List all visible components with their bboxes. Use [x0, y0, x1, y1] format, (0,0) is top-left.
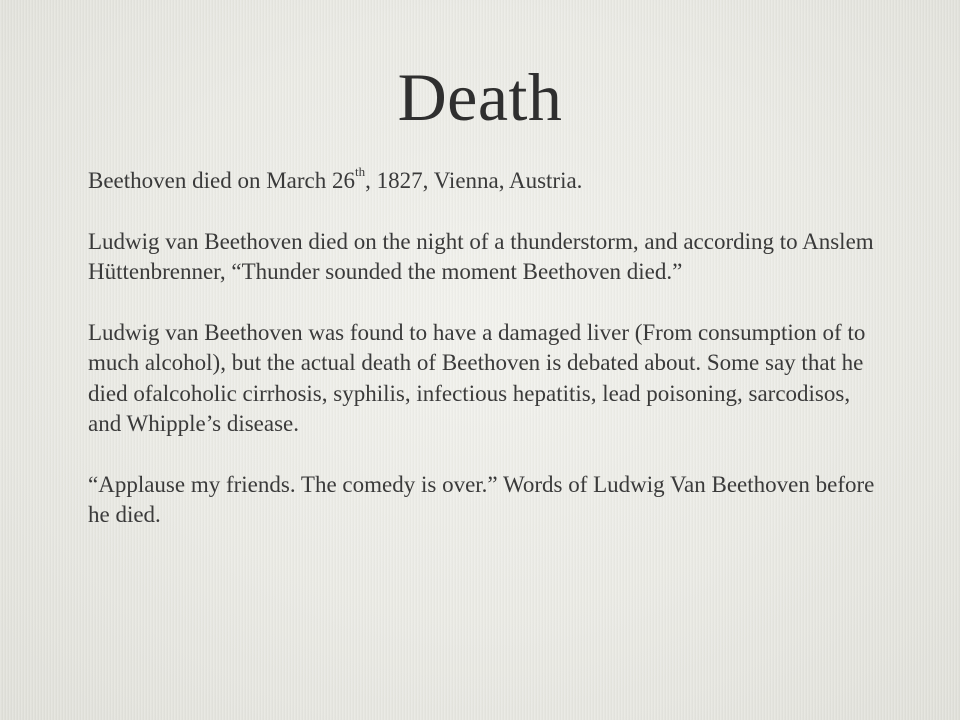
death-date-paragraph	[88, 166, 888, 197]
paragraph-spacer	[88, 197, 888, 227]
slide-title: Death	[397, 59, 563, 135]
thunderstorm-paragraph: Ludwig van Beethoven died on the night of a thunderstorm, and according to Anslem Hüttenbrenner, “Thunder sounded the moment Beethoven died.”	[88, 228, 874, 284]
slide-body	[88, 166, 888, 531]
death-date-text-end: , 1827, Vienna, Austria.	[365, 168, 583, 193]
paragraph-spacer	[88, 288, 888, 318]
death-date-text-start: Beethoven died on March 26	[88, 168, 355, 193]
death-date-ordinal-suffix: th	[354, 164, 366, 180]
last-words-paragraph: “Applause my friends. The comedy is over.” Words of Ludwig Van Beethoven before he died.	[88, 471, 875, 527]
cause-of-death-paragraph: Ludwig van Beethoven was found to have a damaged liver (From consumption of to much alcohol), but the actual death of Beethoven is debated about. Some say that he died ofalcoholic cirrhosis, syphilis, infectious hepatitis, lead poisoning, sarcodisos, and Whipple’s disease.	[88, 319, 866, 436]
paragraph-spacer	[88, 440, 888, 470]
